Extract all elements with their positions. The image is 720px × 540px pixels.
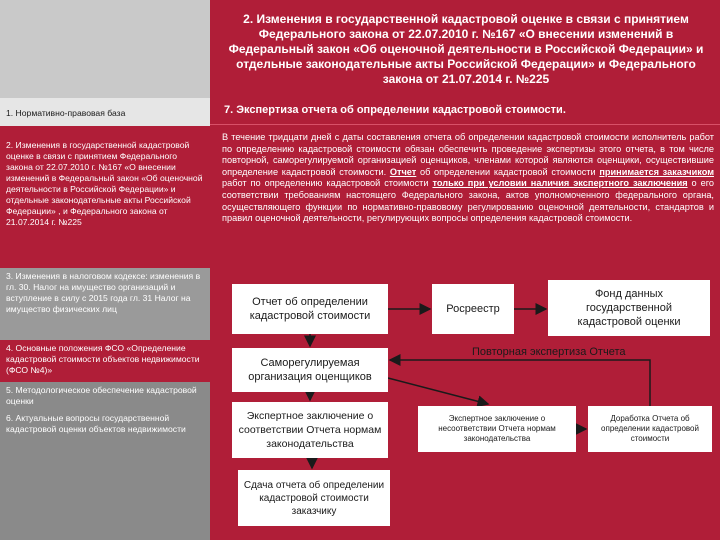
section-paragraph: [222, 132, 714, 225]
header-left-block: [0, 0, 210, 98]
sidebar: [0, 98, 210, 540]
expert-bad-box: Экспертное заключение о несоответствии Отчета нормам законодательства: [418, 406, 576, 452]
report-box: Отчет об определении кадастровой стоимости: [232, 284, 388, 334]
sidebar-item-methodology[interactable]: 5. Методологическое обеспечение кадастровой оценки: [0, 382, 210, 410]
paragraph-text: В течение тридцати дней с даты составления отчета об определении кадастровой стоимости исполнитель работ по определению кадастровой стоимости обязан обеспечить проведение экспертизы этого отчета, в том числе повторной, саморегулируемой организацией оценщиков, членами которой являются оценщики, осуществившие определение кадастровой стоимости.: [222, 132, 714, 177]
rosreestr-box: Росреестр: [432, 284, 514, 334]
sro-box: Саморегулируемая организация оценщиков: [232, 348, 388, 392]
sidebar-item-current-issues[interactable]: 6. Актуальные вопросы государственной кадастровой оценки объектов недвижимости: [0, 410, 210, 540]
paragraph-text: работ по определению кадастровой стоимости: [222, 178, 433, 189]
section-title: 7. Экспертиза отчета об определении кадастровой стоимости.: [224, 104, 566, 116]
sidebar-item-normative-base[interactable]: 1. Нормативно-правовая база: [0, 98, 210, 126]
paragraph-text: о его соответствии требованиям настоящего Федерального закона, актов уполномоченного федерального органа, осуществляющего функции по нормативно-правовому регулированию оценочной деятельности, стандартов и правил оценочной деятельности, регулирующих вопросы определения кадастровой стоимости.: [222, 178, 714, 224]
fund-box: Фонд данных государственной кадастровой оценки: [548, 280, 710, 336]
repeat-review-label: Повторная экспертиза Отчета: [472, 346, 626, 358]
sidebar-item-tax-code[interactable]: 3. Изменения в налоговом кодексе: изменения в гл. 30. Налог на имущество организаций и вступление в силу с 2015 года гл. 31 Налог на имущество физических лиц: [0, 268, 210, 340]
page-title: 2. Изменения в государственной кадастровой оценке в связи с принятием Федерального закона от 22.07.2010 г. №167 «О внесении изменений в Федеральный закон «Об оценочной деятельности в Российской Федерации» и отдельные законодательные акты Российской Федерации» и Федерального закона от 21.07.2014 г. №225: [228, 12, 704, 86]
sidebar-item-fso4[interactable]: 4. Основные положения ФСО «Определение кадастровой стоимости объектов недвижимости (ФСО №4)»: [0, 340, 210, 382]
paragraph-text: об определении кадастровой стоимости: [416, 166, 600, 177]
expert-ok-box: Экспертное заключение о соответствии Отчета нормам законодательства: [232, 402, 388, 458]
handover-box: Сдача отчета об определении кадастровой стоимости заказчику: [238, 470, 390, 526]
paragraph-emphasis: только при условии наличия экспертного заключения: [432, 178, 688, 189]
rework-box: Доработка Отчета об определении кадастровой стоимости: [588, 406, 712, 452]
sidebar-item-cadastral-changes[interactable]: 2. Изменения в государственной кадастровой оценке в связи с принятием Федерального закона от 22.07.2010 г. №167 «О внесении изменений в Федеральный закон «Об оценочной деятельности в Российской Федерации» и отдельные законодательные акты Российской Федерации» , и Федерального закона от 21.07.2014 г. №225: [0, 126, 210, 268]
paragraph-emphasis: Отчет: [389, 166, 417, 177]
section-divider: [210, 124, 720, 125]
paragraph-emphasis: принимается заказчиком: [599, 166, 714, 177]
